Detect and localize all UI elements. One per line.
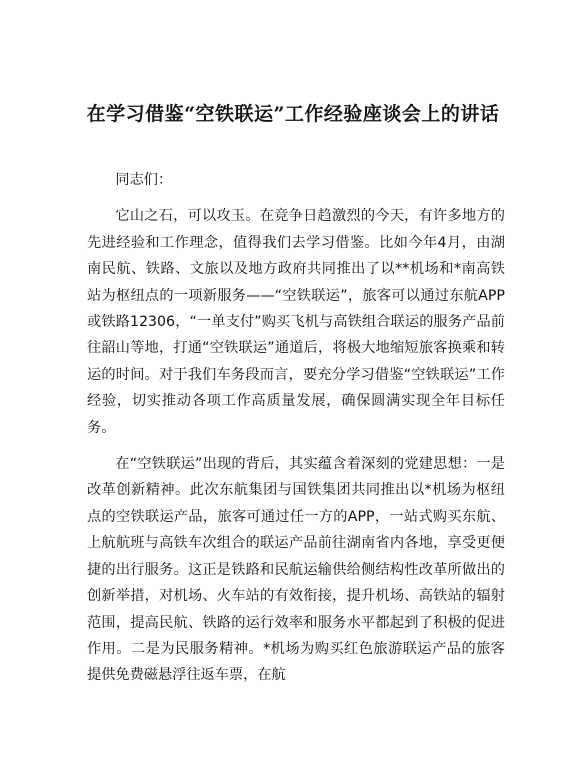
document-body [87, 167, 505, 689]
document-title: 在学习借鉴“空铁联运”工作经验座谈会上的讲话 [86, 103, 500, 125]
paragraph-1: 它山之石，可以攻玉。在竞争日趋激烈的今天，有许多地方的先进经验和工作理念，值得我们去学习借鉴。比如今年4月，由湖南民航、铁路、文旅以及地方政府共同推出了以**机场和*南高铁站为枢纽点的一项新服务——“空铁联运”，旅客可以通过东航APP或铁路12306，“一单支付”购买飞机与高铁组合联运的服务产品前往韶山等地，打通“空铁联运”通道后，将极大地缩短旅客换乘和转运的时间。对于我们车务段而言，要充分学习借鉴“空铁联运”工作经验，切实推动各项工作高质量发展，确保圆满实现全年目标任务。 [87, 208, 505, 436]
greeting: 同志们： [115, 172, 173, 188]
paragraph-2: 在“空铁联运”出现的背后，其实蕴含着深刻的党建思想：一是改革创新精神。此次东航集团与国铁集团共同推出以*机场为枢纽点的空铁联运产品，旅客可通过任一方的APP，一站式购买东航、上航航班与高铁车次组合的联运产品前往湖南省内各地，享受更便捷的出行服务。这正是铁路和民航运输供给侧结构性改革所做出的创新举措，对机场、火车站的有效衔接，提升机场、高铁站的辐射范围，提高民航、铁路的运行效率和服务水平都起到了积极的促进作用。二是为民服务精神。*机场为购买红色旅游联运产品的旅客提供免费磁悬浮往返车票，在航 [87, 456, 505, 684]
